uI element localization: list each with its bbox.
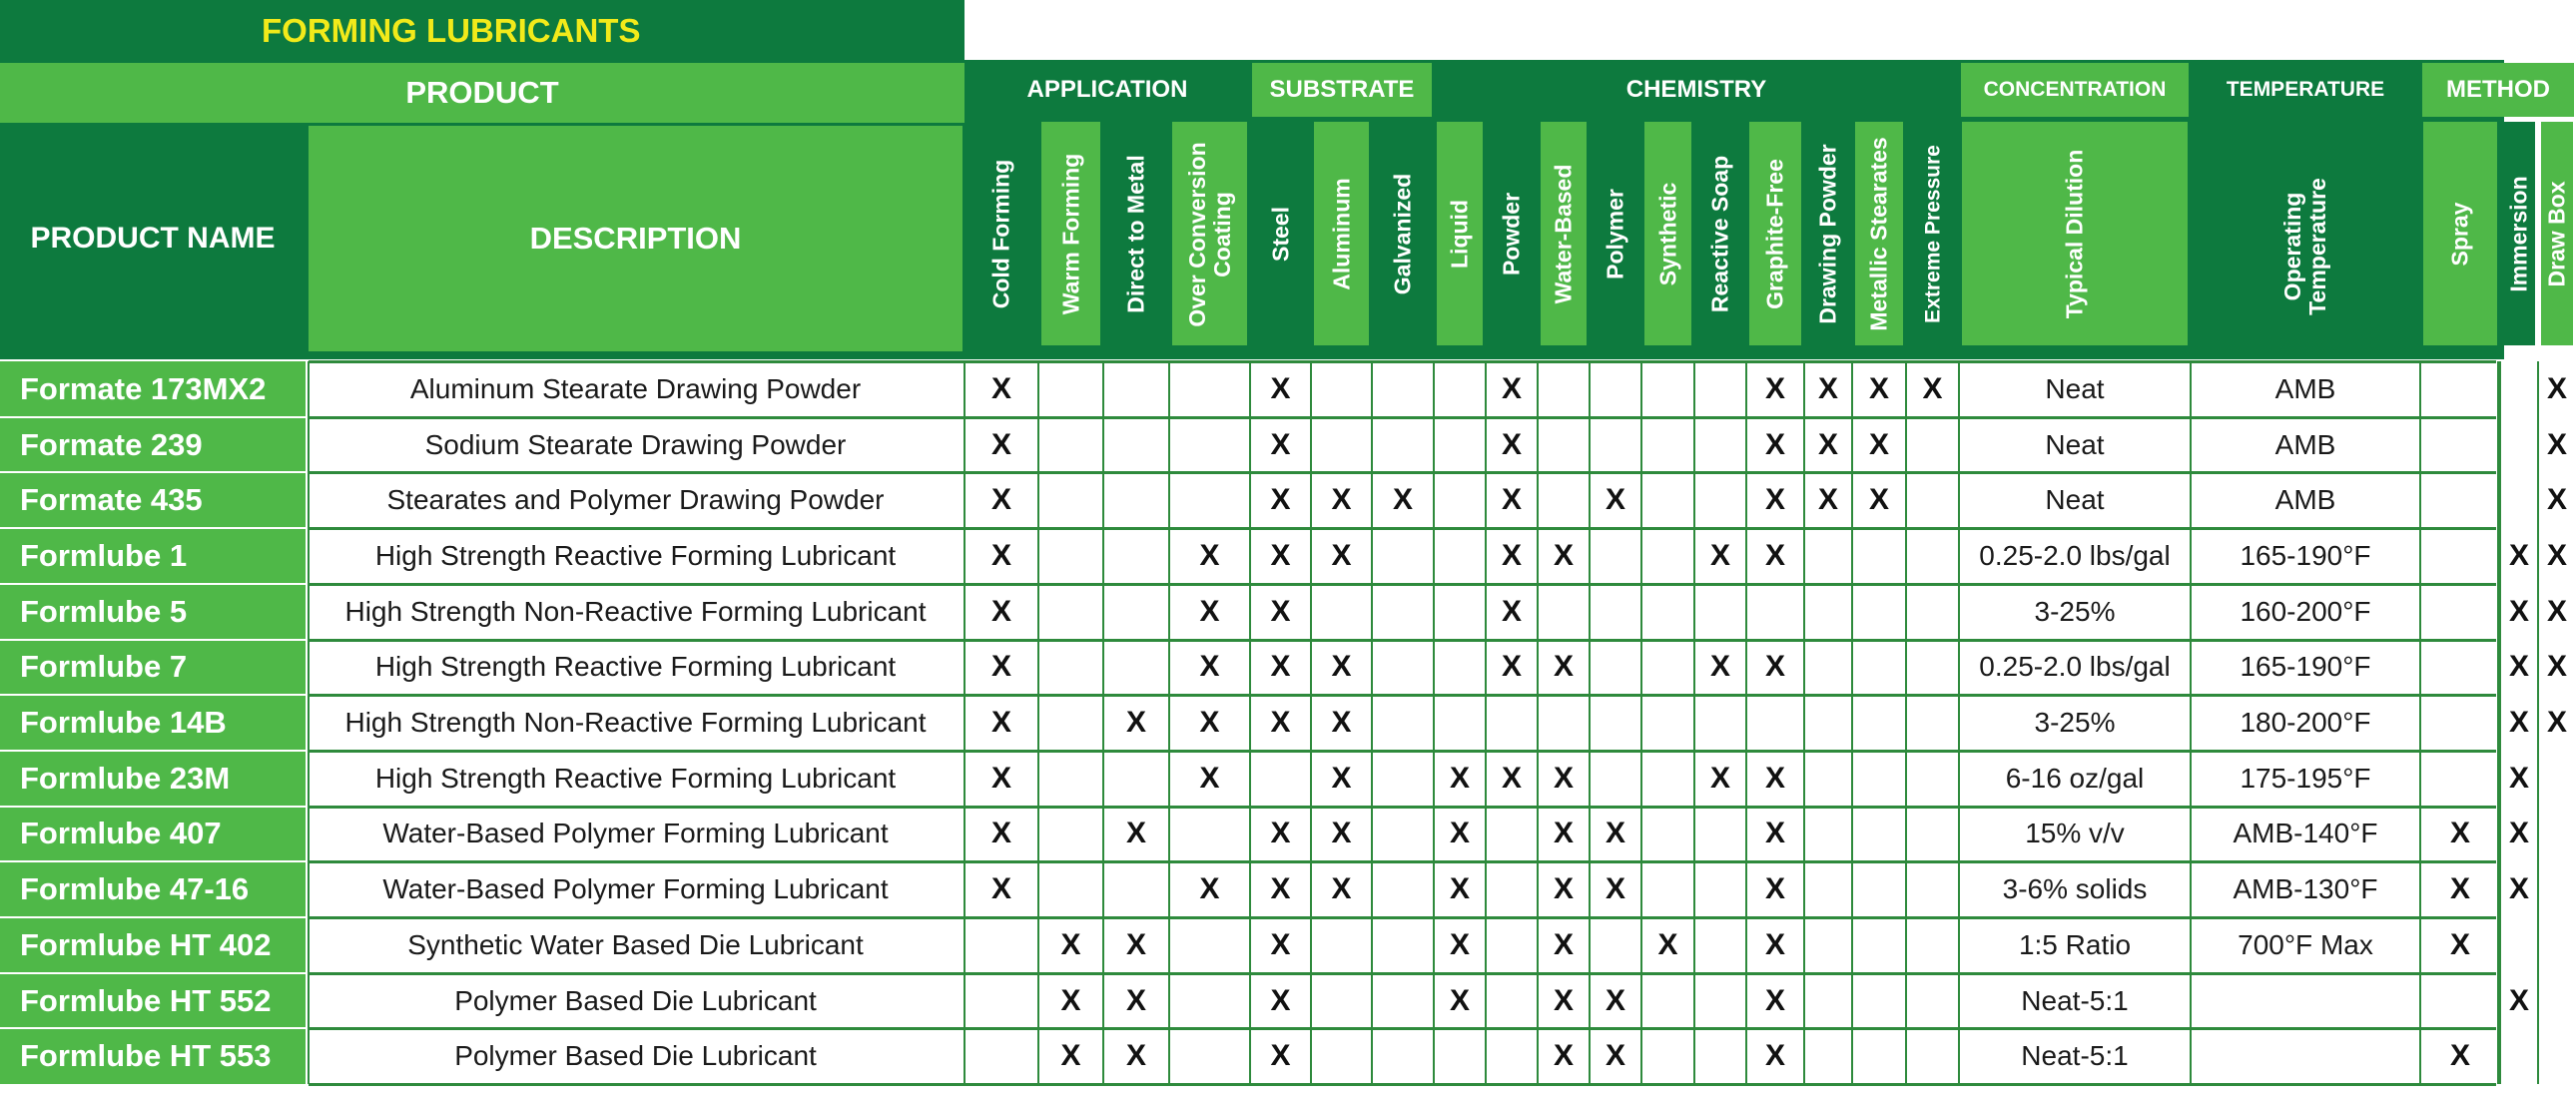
product-name: Formlube 5 — [0, 584, 306, 640]
column-label: Water-Based — [1550, 164, 1577, 304]
check-mark: X — [1199, 538, 1220, 572]
check-mark: X — [1817, 371, 1838, 405]
column-header-draw-box — [2541, 122, 2573, 345]
typical-dilution: 3-6% solids — [2002, 873, 2148, 905]
column-label: Spray — [2446, 202, 2473, 267]
column-label: Direct to Metal — [1122, 155, 1149, 313]
column-label: Extreme Pressure — [1921, 145, 1944, 323]
column-label: Steel — [1267, 207, 1293, 262]
check-mark: X — [1764, 983, 1785, 1017]
column-header-immersion — [2503, 122, 2535, 345]
grid-line-horizontal — [309, 1027, 2496, 1030]
product-name: Formlube HT 553 — [0, 1028, 306, 1084]
check-mark: X — [1199, 872, 1220, 906]
product-name: Formate 435 — [0, 472, 306, 528]
column-header-reactive-soap — [1697, 122, 1743, 345]
column-label: Reactive Soap — [1706, 155, 1733, 313]
check-mark: X — [2546, 594, 2567, 628]
check-mark: X — [1270, 594, 1291, 628]
check-mark: X — [2449, 927, 2470, 961]
row-separator — [0, 916, 306, 918]
row-separator — [0, 694, 306, 696]
grid-line-horizontal — [309, 916, 2496, 919]
product-description: High Strength Non-Reactive Forming Lubricant — [344, 707, 927, 739]
check-mark: X — [1060, 1039, 1081, 1073]
operating-temperature: AMB-140°F — [2233, 818, 2378, 849]
check-mark: X — [1553, 538, 1574, 572]
grid-line-horizontal — [309, 360, 2496, 363]
check-mark: X — [1501, 538, 1522, 572]
check-mark: X — [1270, 817, 1291, 850]
grid-line-horizontal — [309, 639, 2496, 642]
group-header-temperature: TEMPERATURE — [2193, 63, 2418, 117]
check-mark: X — [1125, 817, 1146, 850]
product-name-header: PRODUCT NAME — [0, 126, 306, 351]
product-name: Formlube 14B — [0, 695, 306, 751]
check-mark: X — [990, 371, 1011, 405]
check-mark: X — [1199, 706, 1220, 740]
check-mark: X — [1553, 761, 1574, 795]
grid-line-vertical — [1371, 361, 1373, 1084]
check-mark: X — [1331, 706, 1352, 740]
check-mark: X — [1764, 538, 1785, 572]
product-description: High Strength Non-Reactive Forming Lubricant — [344, 595, 927, 627]
group-header-concentration: CONCENTRATION — [1961, 63, 2189, 117]
column-label: Drawing Powder — [1814, 144, 1841, 324]
check-mark: X — [1060, 983, 1081, 1017]
column-header-polymer — [1593, 122, 1638, 345]
check-mark: X — [990, 650, 1011, 684]
grid-line-horizontal — [309, 1083, 2496, 1086]
check-mark: X — [2508, 650, 2529, 684]
row-separator — [0, 471, 306, 473]
grid-line-vertical — [1640, 361, 1642, 1084]
check-mark: X — [2449, 1039, 2470, 1073]
product-description: High Strength Reactive Forming Lubricant — [374, 539, 897, 571]
grid-line-horizontal — [309, 694, 2496, 697]
check-mark: X — [1270, 371, 1291, 405]
check-mark: X — [1449, 927, 1470, 961]
check-mark: X — [1605, 817, 1625, 850]
typical-dilution: 0.25-2.0 lbs/gal — [1979, 651, 2171, 683]
check-mark: X — [2508, 817, 2529, 850]
check-mark: X — [1199, 650, 1220, 684]
typical-dilution: 1:5 Ratio — [2018, 928, 2132, 960]
check-mark: X — [2546, 650, 2567, 684]
check-mark: X — [1331, 650, 1352, 684]
check-mark: X — [2508, 872, 2529, 906]
grid-line-vertical — [2537, 361, 2539, 1084]
column-header-warm-forming — [1041, 122, 1100, 345]
column-header-aluminum — [1314, 122, 1369, 345]
check-mark: X — [1449, 817, 1470, 850]
column-label: Aluminum — [1328, 178, 1354, 290]
grid-line-vertical — [1958, 361, 1960, 1084]
operating-temperature: 165-190°F — [2240, 539, 2371, 571]
check-mark: X — [1331, 483, 1352, 517]
typical-dilution: Neat-5:1 — [2021, 1040, 2129, 1072]
check-mark: X — [2508, 983, 2529, 1017]
group-header-substrate: SUBSTRATE — [1252, 63, 1432, 117]
operating-temperature: 700°F Max — [2238, 928, 2373, 960]
column-label: Draw Box — [2543, 181, 2570, 287]
check-mark: X — [1605, 983, 1625, 1017]
product-name: Formlube HT 552 — [0, 973, 306, 1029]
grid-line-vertical — [1433, 361, 1435, 1084]
grid-line-horizontal — [309, 972, 2496, 975]
grid-line-vertical — [1905, 361, 1907, 1084]
grid-line-vertical — [1037, 361, 1039, 1084]
check-mark: X — [1764, 817, 1785, 850]
operating-temperature: 165-190°F — [2240, 651, 2371, 683]
grid-line-horizontal — [309, 806, 2496, 809]
product-description: Stearates and Polymer Drawing Powder — [386, 484, 885, 516]
row-separator — [0, 583, 306, 585]
group-header-application: APPLICATION — [966, 63, 1248, 117]
operating-temperature: AMB — [2274, 484, 2336, 516]
typical-dilution: Neat — [2045, 372, 2105, 404]
row-separator — [0, 527, 306, 529]
product-name: Formlube 7 — [0, 640, 306, 696]
grid-line-horizontal — [309, 750, 2496, 753]
grid-line-vertical — [2190, 361, 2192, 1084]
typical-dilution: 6-16 oz/gal — [2005, 762, 2145, 794]
grid-line-vertical — [2499, 361, 2501, 1084]
check-mark: X — [1501, 427, 1522, 461]
check-mark: X — [2508, 538, 2529, 572]
check-mark: X — [1270, 706, 1291, 740]
column-header-typical-dilution — [1962, 122, 2188, 345]
product-description: Synthetic Water Based Die Lubricant — [407, 928, 864, 960]
check-mark: X — [1125, 1039, 1146, 1073]
column-label: Cold Forming — [987, 159, 1014, 309]
check-mark: X — [1817, 427, 1838, 461]
check-mark: X — [1817, 483, 1838, 517]
product-name: Formlube HT 402 — [0, 917, 306, 973]
product-description: Water-Based Polymer Forming Lubricant — [382, 873, 889, 905]
check-mark: X — [1553, 650, 1574, 684]
check-mark: X — [1392, 483, 1413, 517]
product-description: Water-Based Polymer Forming Lubricant — [382, 818, 889, 849]
column-header-drawing-powder — [1807, 122, 1849, 345]
check-mark: X — [990, 427, 1011, 461]
check-mark: X — [1764, 650, 1785, 684]
column-header-over-conversion-coating — [1172, 122, 1247, 345]
check-mark: X — [1501, 594, 1522, 628]
row-separator — [0, 1027, 306, 1029]
operating-temperature: AMB — [2274, 372, 2336, 404]
check-mark: X — [1501, 483, 1522, 517]
check-mark: X — [990, 761, 1011, 795]
grid-line-horizontal — [309, 471, 2496, 474]
check-mark: X — [1553, 817, 1574, 850]
grid-line-vertical — [2497, 361, 2499, 1084]
column-label: Typical Dilution — [2061, 149, 2088, 319]
check-mark: X — [1125, 706, 1146, 740]
grid-line-vertical — [1803, 361, 1805, 1084]
check-mark: X — [1501, 371, 1522, 405]
column-label: Synthetic — [1654, 182, 1680, 286]
check-mark: X — [1553, 872, 1574, 906]
check-mark: X — [1199, 761, 1220, 795]
typical-dilution: Neat — [2045, 428, 2105, 460]
column-label: Immersion — [2505, 176, 2532, 292]
product-name: Formlube 407 — [0, 807, 306, 862]
description-header: DESCRIPTION — [309, 126, 963, 351]
grid-line-vertical — [1745, 361, 1747, 1084]
column-label: Operating Temperature — [2279, 178, 2330, 315]
grid-line-vertical — [1485, 361, 1487, 1084]
check-mark: X — [2546, 483, 2567, 517]
column-label: Powder — [1498, 192, 1525, 276]
check-mark: X — [1449, 872, 1470, 906]
check-mark: X — [1449, 983, 1470, 1017]
check-mark: X — [1922, 371, 1943, 405]
column-header-water-based — [1541, 122, 1587, 345]
grid-line-vertical — [1851, 361, 1853, 1084]
grid-line-horizontal — [309, 583, 2496, 586]
check-mark: X — [990, 706, 1011, 740]
check-mark: X — [1501, 761, 1522, 795]
check-mark: X — [2546, 427, 2567, 461]
check-mark: X — [1125, 927, 1146, 961]
check-mark: X — [1331, 872, 1352, 906]
check-mark: X — [1764, 483, 1785, 517]
check-mark: X — [1868, 427, 1889, 461]
check-mark: X — [1331, 761, 1352, 795]
column-header-powder — [1489, 122, 1535, 345]
title-bar — [0, 0, 965, 60]
column-header-galvanized — [1375, 122, 1431, 345]
check-mark: X — [990, 872, 1011, 906]
product-name: Formate 173MX2 — [0, 361, 306, 417]
grid-line-vertical — [1168, 361, 1170, 1084]
check-mark: X — [1270, 483, 1291, 517]
row-separator — [0, 972, 306, 974]
check-mark: X — [1764, 927, 1785, 961]
check-mark: X — [1553, 927, 1574, 961]
check-mark: X — [1764, 427, 1785, 461]
operating-temperature: 180-200°F — [2240, 707, 2371, 739]
operating-temperature: AMB — [2274, 428, 2336, 460]
check-mark: X — [1605, 1039, 1625, 1073]
check-mark: X — [990, 817, 1011, 850]
check-mark: X — [990, 538, 1011, 572]
column-header-direct-to-metal — [1106, 122, 1166, 345]
check-mark: X — [1060, 927, 1081, 961]
column-header-graphite-free — [1749, 122, 1801, 345]
product-description: Aluminum Stearate Drawing Powder — [409, 372, 862, 404]
typical-dilution: 3-25% — [2034, 707, 2116, 739]
column-header-operating-temperature — [2194, 122, 2417, 345]
check-mark: X — [1270, 872, 1291, 906]
grid-line-vertical — [1102, 361, 1104, 1084]
column-header-extreme-pressure — [1909, 122, 1956, 345]
column-header-spray — [2423, 122, 2497, 345]
typical-dilution: Neat — [2045, 484, 2105, 516]
column-label: Metallic Stearates — [1865, 137, 1892, 331]
check-mark: X — [2508, 594, 2529, 628]
check-mark: X — [1657, 927, 1678, 961]
typical-dilution: 0.25-2.0 lbs/gal — [1979, 539, 2171, 571]
grid-line-horizontal — [309, 860, 2496, 863]
check-mark: X — [1270, 538, 1291, 572]
operating-temperature: AMB-130°F — [2233, 873, 2378, 905]
product-description: Polymer Based Die Lubricant — [454, 984, 817, 1016]
check-mark: X — [2546, 538, 2567, 572]
check-mark: X — [1270, 427, 1291, 461]
grid-line-vertical — [1249, 361, 1251, 1084]
check-mark: X — [1764, 872, 1785, 906]
column-label: Polymer — [1602, 189, 1628, 279]
column-label: Warm Forming — [1057, 153, 1083, 315]
typical-dilution: 15% v/v — [2025, 818, 2125, 849]
check-mark: X — [1764, 371, 1785, 405]
grid-line-vertical — [964, 361, 966, 1084]
product-name: Formate 239 — [0, 417, 306, 473]
check-mark: X — [1553, 983, 1574, 1017]
check-mark: X — [1868, 483, 1889, 517]
check-mark: X — [2546, 371, 2567, 405]
typical-dilution: Neat-5:1 — [2021, 984, 2129, 1016]
product-name: Formlube 47-16 — [0, 861, 306, 917]
grid-line-vertical — [308, 361, 310, 1084]
operating-temperature: 160-200°F — [2240, 595, 2371, 627]
check-mark: X — [1501, 650, 1522, 684]
check-mark: X — [1331, 538, 1352, 572]
grid-line-vertical — [1310, 361, 1312, 1084]
operating-temperature — [2191, 973, 2420, 1029]
grid-line-vertical — [1589, 361, 1591, 1084]
product-description: High Strength Reactive Forming Lubricant — [374, 651, 897, 683]
check-mark: X — [1449, 761, 1470, 795]
check-mark: X — [1605, 483, 1625, 517]
column-header-synthetic — [1644, 122, 1691, 345]
column-label: Galvanized — [1389, 173, 1416, 295]
column-label: Liquid — [1446, 200, 1473, 269]
check-mark: X — [1709, 761, 1730, 795]
product-header: PRODUCT — [0, 63, 965, 123]
group-header-chemistry: CHEMISTRY — [1436, 63, 1957, 117]
check-mark: X — [2508, 706, 2529, 740]
product-description: Polymer Based Die Lubricant — [454, 1040, 817, 1072]
check-mark: X — [1199, 594, 1220, 628]
row-separator — [0, 806, 306, 808]
operating-temperature — [2191, 1028, 2420, 1084]
check-mark: X — [1270, 927, 1291, 961]
product-description: High Strength Reactive Forming Lubricant — [374, 762, 897, 794]
check-mark: X — [1270, 650, 1291, 684]
grid-line-vertical — [2419, 361, 2421, 1084]
check-mark: X — [1709, 538, 1730, 572]
check-mark: X — [2449, 872, 2470, 906]
column-header-steel — [1253, 122, 1308, 345]
grid-line-vertical — [1537, 361, 1539, 1084]
check-mark: X — [1270, 1039, 1291, 1073]
check-mark: X — [2546, 706, 2567, 740]
row-separator — [0, 416, 306, 418]
check-mark: X — [2449, 817, 2470, 850]
check-mark: X — [1868, 371, 1889, 405]
column-label: Graphite-Free — [1761, 159, 1788, 309]
check-mark: X — [1764, 761, 1785, 795]
column-header-liquid — [1437, 122, 1483, 345]
product-name: Formlube 1 — [0, 528, 306, 584]
check-mark: X — [2508, 761, 2529, 795]
operating-temperature: 175-195°F — [2240, 762, 2371, 794]
check-mark: X — [990, 483, 1011, 517]
page-title: FORMING LUBRICANTS — [262, 12, 641, 49]
row-separator — [0, 750, 306, 752]
grid-line-vertical — [1693, 361, 1695, 1084]
check-mark: X — [1125, 983, 1146, 1017]
column-header-metallic-stearates — [1855, 122, 1903, 345]
grid-line-horizontal — [309, 416, 2496, 419]
check-mark: X — [990, 594, 1011, 628]
check-mark: X — [1764, 1039, 1785, 1073]
check-mark: X — [1270, 983, 1291, 1017]
row-separator — [0, 860, 306, 862]
typical-dilution: 3-25% — [2034, 595, 2116, 627]
check-mark: X — [1553, 1039, 1574, 1073]
check-mark: X — [1709, 650, 1730, 684]
check-mark: X — [1605, 872, 1625, 906]
product-description: Sodium Stearate Drawing Powder — [424, 428, 847, 460]
group-header-method: METHOD — [2422, 63, 2574, 117]
product-name: Formlube 23M — [0, 751, 306, 807]
grid-line-horizontal — [309, 527, 2496, 530]
row-separator — [0, 639, 306, 641]
column-label: Over Conversion Coating — [1183, 142, 1235, 327]
check-mark: X — [1331, 817, 1352, 850]
column-header-cold-forming — [967, 122, 1035, 345]
